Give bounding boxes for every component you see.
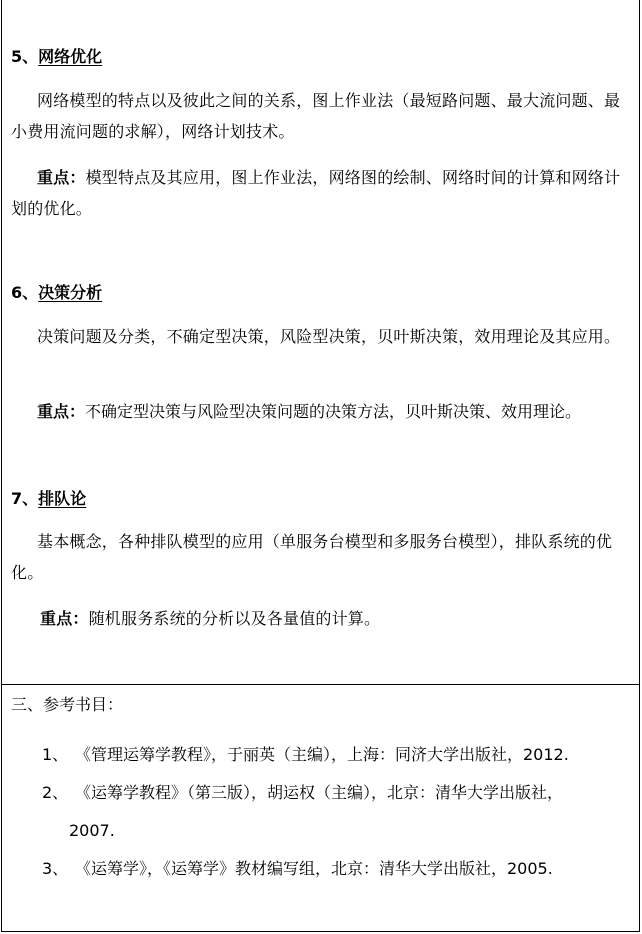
section-7-key-points	[11, 603, 635, 634]
section-6-key-points	[11, 396, 641, 427]
section-5-heading	[11, 44, 102, 67]
key-text: 模型特点及其应用，图上作业法，网络图的绘制、网络时间的计算和网络计划的优化。	[11, 168, 621, 218]
section-title: 排队论	[38, 489, 87, 508]
reference-item	[42, 736, 569, 774]
section-6-body: 决策问题及分类，不确定型决策，风险型决策，贝叶斯决策，效用理论及其应用。	[37, 327, 621, 346]
key-label: 重点：	[40, 609, 89, 628]
section-number: 6、	[11, 283, 39, 302]
section-number: 5、	[11, 47, 39, 66]
table-cell-border	[1, 0, 640, 932]
reference-continuation: 2007.	[69, 821, 115, 840]
reference-text: 《运筹学》，《运筹学》教材编写组，北京：清华大学出版社，2005.	[75, 859, 553, 878]
reference-number: 2、	[42, 783, 69, 802]
reference-item	[42, 850, 569, 888]
reference-number: 3、	[42, 859, 69, 878]
section-number: 7、	[11, 489, 39, 508]
section-title: 网络优化	[38, 47, 103, 66]
section-6-heading	[11, 280, 102, 303]
references-list	[42, 736, 569, 888]
key-label: 重点：	[37, 402, 86, 421]
section-7-heading	[11, 486, 86, 509]
section-7-body: 基本概念，各种排队模型的应用（单服务台模型和多服务台模型），排队系统的优化。	[11, 532, 613, 582]
reference-text: 《运筹学教程》（第三版），胡运权（主编），北京：清华大学出版社，	[75, 783, 564, 802]
key-text: 不确定型决策与风险型决策问题的决策方法，贝叶斯决策、效用理论。	[85, 402, 582, 421]
reference-text: 《管理运筹学教程》，于丽英（主编），上海：同济大学出版社，2012.	[75, 745, 569, 764]
references-heading: 三、参考书目：	[11, 695, 124, 714]
reference-item	[42, 774, 569, 812]
key-text: 随机服务系统的分析以及各量值的计算。	[88, 609, 381, 628]
row-divider	[2, 684, 639, 685]
section-5-key-points	[11, 162, 635, 224]
section-title: 决策分析	[38, 283, 103, 302]
section-5-body: 网络模型的特点以及彼此之间的关系，图上作业法（最短路问题、最大流问题、最小费用流问题的求解），网络计划技术。	[11, 91, 621, 141]
key-label: 重点：	[37, 168, 86, 187]
reference-number: 1、	[42, 745, 69, 764]
